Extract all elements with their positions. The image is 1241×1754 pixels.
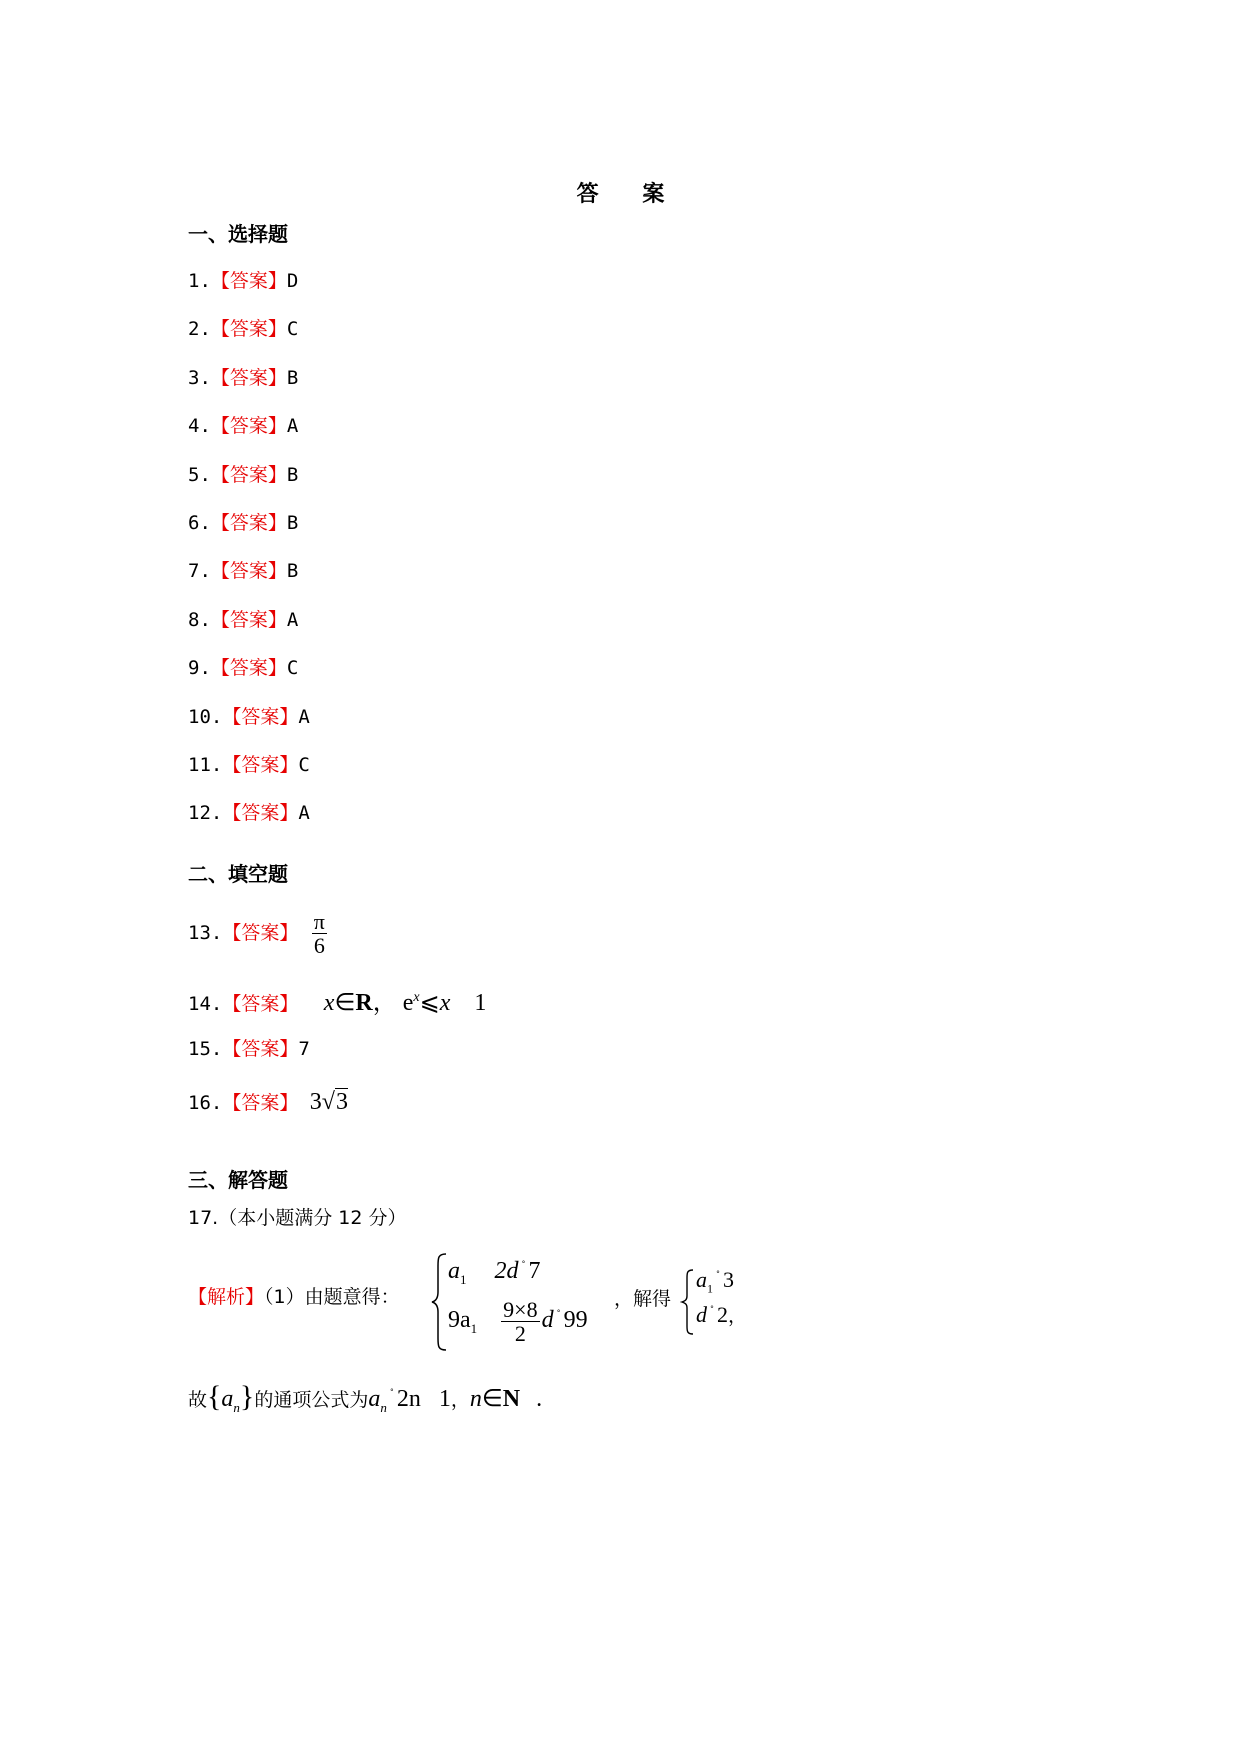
choice-answer-8 <box>188 605 298 632</box>
answer-number: 4. <box>188 415 211 438</box>
answer-value: C <box>286 318 299 341</box>
answer-number: 12. <box>188 802 223 825</box>
general-formula <box>368 1386 543 1415</box>
answer-tag: 【答案】 <box>210 657 287 680</box>
answer-value: D <box>286 270 299 292</box>
exponent-x: x <box>413 990 420 1005</box>
choice-answer-6 <box>188 508 298 535</box>
answer-number: 2. <box>188 318 211 341</box>
rhs-value: 99 <box>563 1307 588 1334</box>
const-one: 1 <box>474 990 487 1016</box>
answer-16 <box>188 1088 348 1116</box>
left-brace-icon <box>430 1252 450 1352</box>
comma: ， <box>372 990 397 1016</box>
answer-tag: 【答案】 <box>210 463 287 486</box>
section-heading-fill: 二、填空题 <box>188 862 288 886</box>
answer-value: B <box>286 366 299 389</box>
choice-answer-4 <box>188 411 298 438</box>
system-1-row-2 <box>448 1298 588 1345</box>
var-d: d <box>541 1307 554 1334</box>
answer-value: 7 <box>298 1038 310 1060</box>
period: . <box>536 1386 543 1412</box>
answer-value: C <box>298 754 310 776</box>
var-d: d <box>696 1302 707 1327</box>
answer-tag: 【答案】 <box>222 1092 299 1114</box>
system-2-row-2 <box>696 1301 747 1328</box>
answer-tag: 【答案】 <box>210 608 287 631</box>
equals-mark: ˚ <box>556 1307 561 1322</box>
var-a: a <box>221 1386 234 1412</box>
answer-tag: 【答案】 <box>210 512 287 534</box>
analysis-tag: 【解析】 <box>188 1286 265 1308</box>
q17-conclusion <box>188 1380 542 1416</box>
comma: ， <box>450 1389 470 1411</box>
subscript: n <box>233 1399 240 1415</box>
answer-16-formula <box>310 1088 348 1115</box>
conclusion-text: 的通项公式为 <box>254 1389 369 1411</box>
answer-value: A <box>298 705 310 728</box>
rhs-value: 7 <box>528 1258 541 1284</box>
answer-tag: 【答案】 <box>210 318 287 341</box>
var-x: x <box>439 990 451 1016</box>
fraction-numerator: π <box>313 909 325 934</box>
answer-value: A <box>298 802 310 825</box>
equals-mark: ˚ <box>710 1302 714 1317</box>
answer-value: A <box>286 415 299 438</box>
answer-14-formula <box>324 990 487 1016</box>
page-title: 答 案 <box>576 182 683 207</box>
sqrt-icon: √ <box>321 1089 335 1115</box>
fraction-denominator: 2 <box>514 1321 526 1347</box>
q17-header: 17.（本小题满分 12 分） <box>188 1207 407 1229</box>
var-n: n <box>469 1386 482 1412</box>
answer-number: 13. <box>188 922 223 945</box>
choice-answer-3 <box>188 363 298 390</box>
answer-number: 16. <box>188 1092 223 1114</box>
answer-tag: 【答案】 <box>222 754 299 776</box>
var-a: a <box>696 1267 707 1292</box>
answer-number: 15. <box>188 1038 223 1060</box>
answer-number: 1. <box>188 270 211 292</box>
answer-number: 14. <box>188 993 223 1015</box>
answer-number: 6. <box>188 512 211 534</box>
answer-tag: 【答案】 <box>222 802 299 825</box>
const-one: 1 <box>438 1386 451 1412</box>
answer-tag: 【答案】 <box>222 993 299 1015</box>
fraction-denominator: 6 <box>313 933 325 959</box>
choice-answer-9 <box>188 653 298 680</box>
section-heading-solve: 三、解答题 <box>188 1168 288 1192</box>
choice-answer-10 <box>188 702 310 729</box>
answer-value: A <box>286 608 299 631</box>
var-a: a <box>368 1386 381 1412</box>
answer-number: 7. <box>188 560 211 583</box>
choice-answer-12 <box>188 798 310 825</box>
solved-text: ，解得 <box>614 1288 672 1310</box>
answer-number: 3. <box>188 366 211 389</box>
set-R: R <box>355 990 373 1016</box>
coefficient-9a: 9a <box>448 1307 471 1334</box>
answer-tag: 【答案】 <box>222 922 299 945</box>
choice-answer-1 <box>188 266 298 293</box>
comma: ， <box>728 1305 748 1327</box>
answer-value: B <box>286 512 299 534</box>
equals-mark: ˚ <box>716 1267 720 1282</box>
answer-number: 10. <box>188 705 223 728</box>
set-N: N <box>502 1386 521 1412</box>
coefficient: 3 <box>309 1089 322 1115</box>
subscript: 1 <box>460 1271 467 1287</box>
sequence-notation: $\{a_n\}$ <box>207 1380 255 1415</box>
choice-answer-5 <box>188 460 298 487</box>
answer-tag: 【答案】 <box>210 415 287 438</box>
section-heading-choice: 一、选择题 <box>188 222 288 246</box>
answer-number: 11. <box>188 754 223 776</box>
term-2n: 2n <box>396 1386 421 1412</box>
var-x: x <box>323 990 335 1016</box>
symbol-in: ∈ <box>334 990 356 1016</box>
equals-mark: ˚ <box>521 1258 526 1272</box>
left-brace-icon <box>680 1268 696 1336</box>
answer-number: 8. <box>188 608 211 631</box>
choice-answer-7 <box>188 556 298 583</box>
subscript: n <box>380 1399 387 1415</box>
system-2-row-1 <box>696 1267 734 1296</box>
answer-number: 9. <box>188 657 211 680</box>
answer-value: B <box>286 463 299 486</box>
answer-value: B <box>286 560 299 583</box>
answer-15 <box>188 1034 310 1061</box>
part-1-text: （1）由题意得： <box>264 1286 400 1308</box>
term-2d: 2d <box>494 1258 519 1284</box>
answer-tag: 【答案】 <box>210 366 287 389</box>
symbol-in: ∈ <box>481 1386 503 1412</box>
fraction-numerator: 9×8 <box>503 1297 538 1322</box>
answer-tag: 【答案】 <box>210 270 287 292</box>
equals-mark: ˚ <box>389 1386 394 1400</box>
subscript: 1 <box>707 1281 713 1296</box>
answer-tag: 【答案】 <box>210 560 287 583</box>
fraction-9x8-over-2 <box>501 1298 539 1345</box>
answer-number: 5. <box>188 463 211 486</box>
answer-14 <box>188 982 486 1017</box>
answer-13 <box>188 910 329 957</box>
rhs-value: 3 <box>723 1267 734 1292</box>
system-1-row-1 <box>448 1258 541 1288</box>
symbol-le: ⩽ <box>419 990 440 1016</box>
answer-tag: 【答案】 <box>222 705 299 728</box>
choice-answer-11 <box>188 750 310 777</box>
answer-value: C <box>286 657 299 680</box>
radicand: 3 <box>335 1089 348 1115</box>
rhs-value: 2 <box>717 1302 728 1327</box>
answer-tag: 【答案】 <box>222 1038 299 1060</box>
subscript: 1 <box>470 1320 478 1336</box>
conclusion-prefix: 故 <box>188 1389 208 1411</box>
q17-solution-line <box>188 1282 400 1309</box>
fraction-pi-over-6 <box>312 910 327 957</box>
choice-answer-2 <box>188 314 298 341</box>
var-a: a <box>448 1258 460 1284</box>
const-e: e <box>402 990 414 1016</box>
